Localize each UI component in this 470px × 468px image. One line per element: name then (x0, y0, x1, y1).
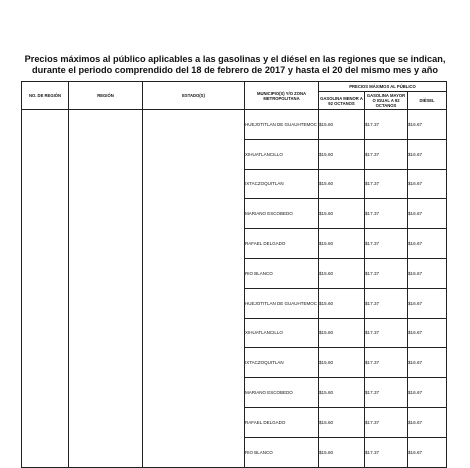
cell-gasolina-menor: $15.60 (319, 318, 365, 348)
cell-gasolina-menor: $15.60 (319, 169, 365, 199)
cell-gasolina-mayor: $17.37 (365, 169, 408, 199)
cell-gasolina-mayor: $17.37 (365, 378, 408, 408)
cell-diesel: $16.67 (408, 199, 447, 229)
cell-gasolina-menor: $15.60 (319, 437, 365, 467)
table-row (22, 110, 447, 140)
cell-diesel: $16.67 (408, 288, 447, 318)
cell-gasolina-menor: $15.60 (319, 288, 365, 318)
cell-gasolina-mayor: $17.37 (365, 229, 408, 259)
cell-gasolina-mayor: $17.37 (365, 288, 408, 318)
cell-municipio: HUEJOTITLAN DE GUAUHTEMOC (245, 110, 319, 140)
cell-diesel: $16.67 (408, 110, 447, 140)
cell-municipio: IXTACZOQUITLAN (245, 169, 319, 199)
cell-gasolina-menor: $15.60 (319, 258, 365, 288)
cell-gasolina-menor: $15.60 (319, 378, 365, 408)
cell-gasolina-menor: $15.60 (319, 110, 365, 140)
cell-gasolina-mayor: $17.37 (365, 407, 408, 437)
cell-diesel: $16.67 (408, 318, 447, 348)
header-no-region: NO. DE REGIÓN (22, 82, 69, 110)
table-body (22, 110, 447, 468)
header-gasolina-menor: GASOLINA MENOR A 92 OCTANOS (319, 92, 365, 110)
cell-municipio: XIHUATLANCILLO (245, 139, 319, 169)
cell-gasolina-mayor: $17.37 (365, 318, 408, 348)
cell-diesel: $16.67 (408, 378, 447, 408)
header-diesel: DIÉSEL (408, 92, 447, 110)
cell-gasolina-mayor: $17.37 (365, 348, 408, 378)
cell-municipio: RIO BLANCO (245, 258, 319, 288)
cell-gasolina-mayor: $17.37 (365, 437, 408, 467)
cell-municipio: XIHUATLANCILLO (245, 318, 319, 348)
cell-gasolina-mayor: $17.37 (365, 199, 408, 229)
document-title (0, 54, 470, 76)
cell-gasolina-mayor: $17.37 (365, 110, 408, 140)
cell-diesel: $16.67 (408, 258, 447, 288)
header-estado: ESTADO(S) (143, 82, 245, 110)
cell-gasolina-menor: $15.60 (319, 139, 365, 169)
cell-municipio: HUEJOTITLAN DE GUAUHTEMOC (245, 288, 319, 318)
cell-gasolina-menor: $15.60 (319, 199, 365, 229)
cell-gasolina-menor: $15.60 (319, 229, 365, 259)
cell-gasolina-menor: $15.60 (319, 407, 365, 437)
cell-gasolina-menor: $15.60 (319, 348, 365, 378)
header-municipio: MUNICIPIO(S) Y/O ZONA METROPOLITANA (245, 82, 319, 110)
cell-municipio: MARIANO ESCOBEDO (245, 378, 319, 408)
header-precios-group: PRECIOS MÁXIMOS AL PÚBLICO (319, 82, 447, 92)
cell-diesel: $16.67 (408, 169, 447, 199)
title-line-2: durante el periodo comprendido del 18 de febrero de 2017 y hasta el 20 del mismo mes y año (32, 65, 438, 75)
cell-municipio: RAFAEL DELGADO (245, 229, 319, 259)
cell-municipio: IXTACZOQUITLAN (245, 348, 319, 378)
cell-municipio: RIO BLANCO (245, 437, 319, 467)
header-gasolina-mayor: GASOLINA MAYOR O IGUAL A 92 OCTANOS (365, 92, 408, 110)
cell-no-region (22, 110, 69, 468)
cell-diesel: $16.67 (408, 437, 447, 467)
cell-gasolina-mayor: $17.37 (365, 258, 408, 288)
cell-diesel: $16.67 (408, 139, 447, 169)
cell-diesel: $16.67 (408, 407, 447, 437)
cell-diesel: $16.67 (408, 229, 447, 259)
cell-estado (143, 110, 245, 468)
cell-municipio: RAFAEL DELGADO (245, 407, 319, 437)
title-line-1: Precios máximos al público aplicables a las gasolinas y el diésel en las regiones que se indican, (24, 54, 446, 64)
cell-municipio: MARIANO ESCOBEDO (245, 199, 319, 229)
cell-region (69, 110, 143, 468)
header-region: REGIÓN (69, 82, 143, 110)
cell-gasolina-mayor: $17.37 (365, 139, 408, 169)
cell-diesel: $16.67 (408, 348, 447, 378)
